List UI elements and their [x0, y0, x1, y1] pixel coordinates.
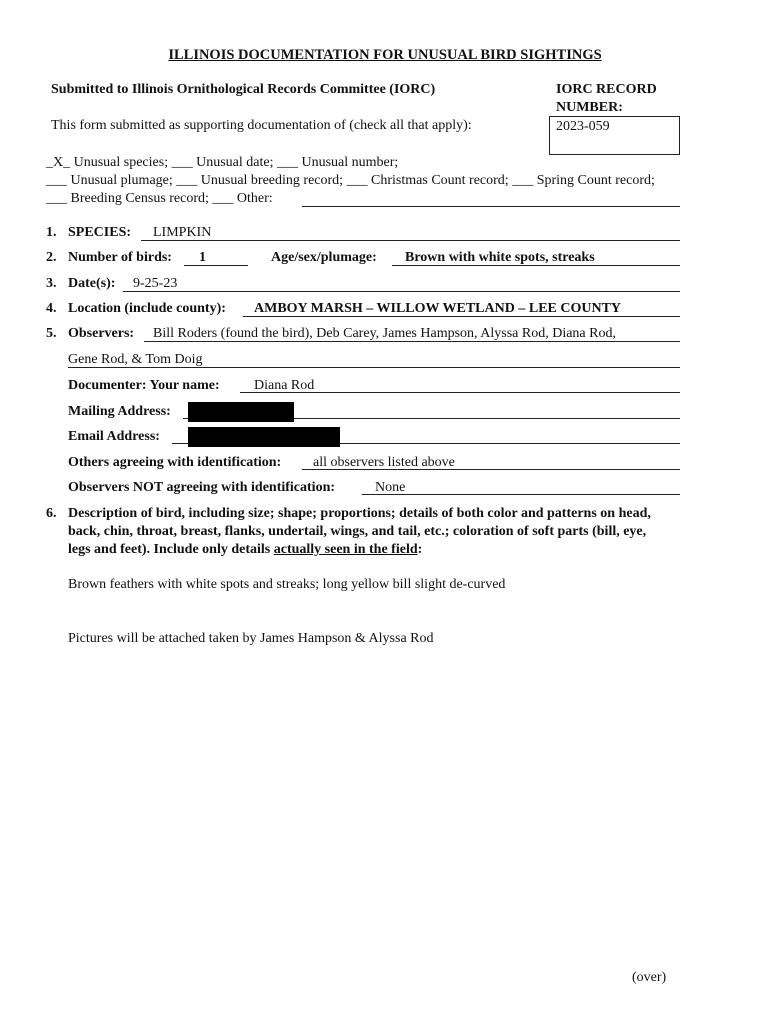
number-of-birds-label: Number of birds:: [68, 250, 172, 265]
dates-value: 9-25-23: [133, 276, 178, 291]
description-prompt-line3-start: legs and feet). Include only details: [68, 542, 274, 557]
item-number-2: 2.: [46, 250, 57, 265]
description-prompt-line2: back, chin, throat, breast, flanks, undertail, wings, and tail, etc.; coloration of soft parts (bill, eye,: [68, 524, 647, 539]
observers-not-agreeing-underline[interactable]: [362, 494, 680, 495]
record-label-line1: IORC RECORD: [556, 82, 657, 97]
record-number: 2023-059: [556, 119, 610, 134]
number-of-birds-value: 1: [199, 250, 206, 265]
check-line-3: ___ Breeding Census record; ___ Other:: [46, 191, 273, 206]
description-prompt-line3: [68, 542, 422, 558]
email-address-label: Email Address:: [68, 429, 160, 444]
record-number-box[interactable]: [549, 116, 680, 155]
observers-not-agreeing-label: Observers NOT agreeing with identification:: [68, 480, 336, 495]
check-line-1: _X_ Unusual species; ___ Unusual date; ___ Unusual number;: [46, 155, 399, 170]
observers-value-line2: Gene Rod, & Tom Doig: [68, 352, 203, 367]
age-sex-plumage-value: Brown with white spots, streaks: [405, 250, 595, 265]
item-number-4: 4.: [46, 301, 57, 316]
other-underline[interactable]: [302, 206, 680, 207]
mailing-address-label: Mailing Address:: [68, 404, 171, 419]
observers-label: Observers:: [68, 326, 135, 341]
item-number-1: 1.: [46, 225, 57, 240]
record-label-line2: NUMBER:: [556, 100, 623, 115]
item-number-3: 3.: [46, 276, 57, 291]
others-agreeing-value: all observers listed above: [313, 455, 455, 470]
documenter-label: Documenter: Your name:: [68, 378, 220, 393]
observers-not-agreeing-value: None: [375, 480, 406, 495]
species-underline[interactable]: [141, 240, 680, 241]
mailing-address-redaction: [188, 402, 294, 422]
item-number-6: 6.: [46, 506, 57, 521]
dates-underline[interactable]: [123, 291, 680, 292]
description-prompt-line1: Description of bird, including size; shape; proportions; details of both color and patterns on head,: [68, 506, 651, 521]
location-value: AMBOY MARSH – WILLOW WETLAND – LEE COUNTY: [254, 301, 622, 316]
page-footer-over: (over): [632, 970, 667, 985]
check-line-2: ___ Unusual plumage; ___ Unusual breeding record; ___ Christmas Count record; ___ Spring Count record;: [46, 173, 655, 188]
form-title: ILLINOIS DOCUMENTATION FOR UNUSUAL BIRD SIGHTINGS: [168, 47, 602, 63]
description-prompt-emphasis: actually seen in the field: [273, 542, 418, 557]
email-address-redaction: [188, 427, 340, 447]
species-value: LIMPKIN: [153, 225, 212, 240]
documenter-value: Diana Rod: [254, 378, 315, 393]
others-agreeing-label: Others agreeing with identification:: [68, 455, 282, 470]
description-answer-1[interactable]: Brown feathers with white spots and streaks; long yellow bill slight de-curved: [68, 577, 506, 592]
item-number-5: 5.: [46, 326, 57, 341]
species-label: SPECIES:: [68, 225, 132, 240]
observers-value-line1: Bill Roders (found the bird), Deb Carey, James Hampson, Alyssa Rod, Diana Rod,: [153, 326, 616, 341]
number-of-birds-underline[interactable]: [184, 265, 248, 266]
location-label: Location (include county):: [68, 301, 226, 316]
age-sex-plumage-label: Age/sex/plumage:: [271, 250, 377, 265]
supporting-text: This form submitted as supporting documentation of (check all that apply):: [51, 118, 472, 133]
dates-label: Date(s):: [68, 276, 116, 291]
description-prompt-line3-end: :: [417, 542, 423, 557]
submitted-to: Submitted to Illinois Ornithological Records Committee (IORC): [51, 82, 436, 97]
description-answer-2[interactable]: Pictures will be attached taken by James Hampson & Alyssa Rod: [68, 631, 434, 646]
